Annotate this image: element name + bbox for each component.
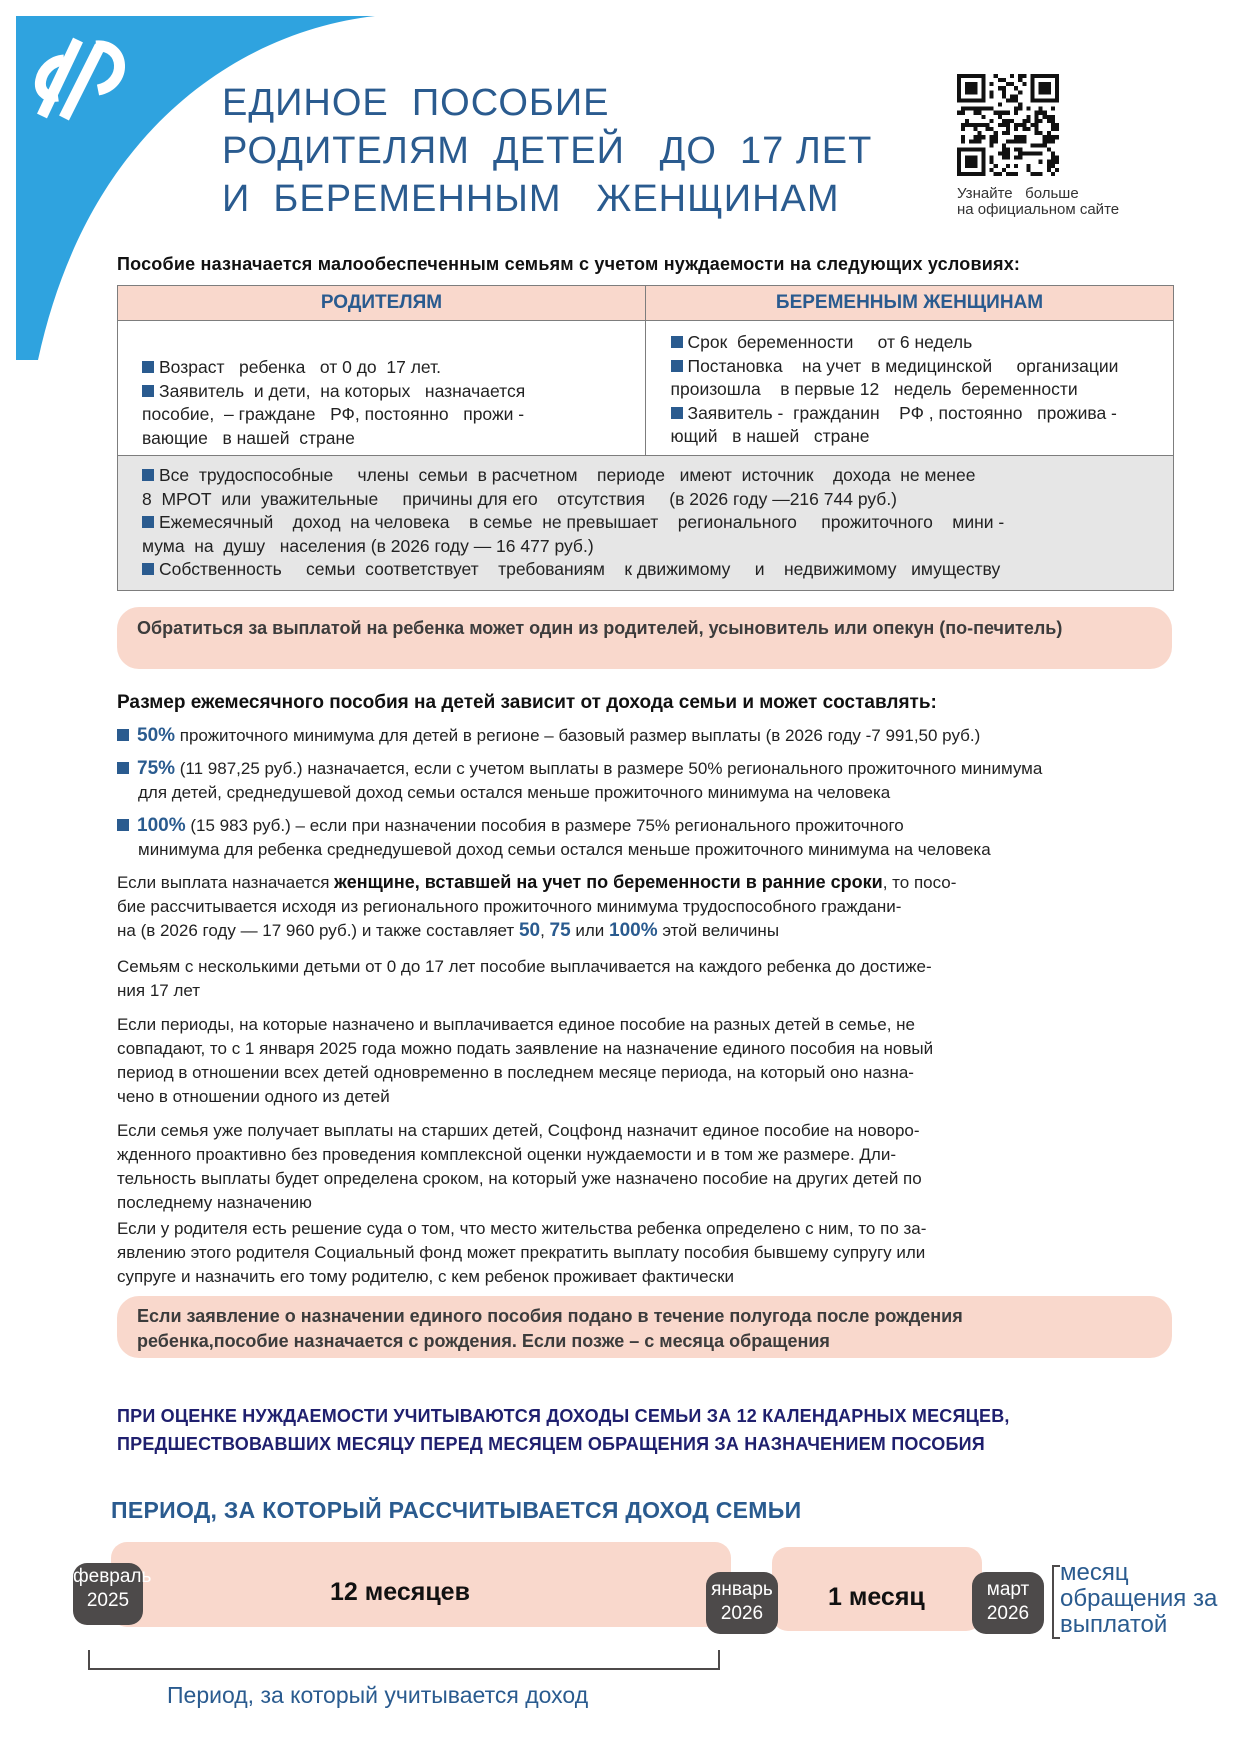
percent-100: 100% <box>609 920 658 941</box>
condition-text: Все трудоспособные члены семьи в расчетном периоде имеют источник дохода не менее <box>159 465 976 485</box>
period-bracket <box>88 1650 720 1670</box>
condition-line <box>142 380 631 404</box>
text: Если выплата назначается <box>117 873 335 892</box>
apply-bracket <box>1052 1565 1060 1639</box>
condition-line <box>671 402 1160 426</box>
paragraph-line: чено в отношении одного из детей <box>117 1087 390 1106</box>
one-month-label: 1 месяц <box>828 1583 925 1611</box>
condition-text: пособие, – граждане РФ, постоянно прожи - <box>142 404 525 424</box>
percent-75: 75 <box>549 920 571 941</box>
parents-conditions <box>118 321 645 455</box>
condition-text: вающие в нашей стране <box>142 427 355 448</box>
bullet-square-icon <box>671 336 683 348</box>
column-header-pregnant: БЕРЕМЕННЫМ ЖЕНЩИНАМ <box>645 286 1173 320</box>
condition-text: Срок беременности от 6 недель <box>687 332 973 352</box>
condition-line <box>142 403 631 427</box>
text: на (в 2026 году — 17 960 руб.) и также составляет <box>117 921 519 940</box>
conditions-header-row <box>118 286 1173 321</box>
condition-text: мума на душу населения (в 2026 году — 16 477 руб.) <box>142 535 594 556</box>
condition-text: Собственность семьи соответствует требованиям к движимому и недвижимому имуществу <box>159 559 1001 579</box>
text: , <box>540 921 550 940</box>
condition-line <box>142 535 1149 559</box>
end-month-chip <box>706 1572 778 1634</box>
condition-line <box>142 356 631 380</box>
twelve-month-label: 12 месяцев <box>330 1578 470 1606</box>
condition-text: Возраст ребенка от 0 до 17 лет. <box>159 357 442 377</box>
amount-text: для детей, среднедушевой доход семьи остался меньше прожиточного минимума на человека <box>138 783 891 802</box>
condition-line <box>142 511 1149 535</box>
need-assessment-note <box>117 1402 1010 1458</box>
end-year: 2026 <box>720 1603 764 1624</box>
need-assessment-line: ПРЕДШЕСТВОВАВШИХ МЕСЯЦУ ПЕРЕД МЕСЯЦЕМ ОБРАЩЕНИЯ ЗА НАЗНАЧЕНИЕМ ПОСОБИЯ <box>117 1434 985 1454</box>
amount-percent: 75% <box>137 758 176 779</box>
page-title-line-2: РОДИТЕЛЯМ ДЕТЕЙ ДО 17 ЛЕТ <box>222 130 873 172</box>
conditions-table <box>117 285 1174 591</box>
amount-text: минимума для ребенка среднедушевой доход семьи остался меньше прожиточного минимума на человека <box>138 840 991 859</box>
bullet-square-icon <box>142 563 154 575</box>
period-caption: Период, за который учитывается доход <box>167 1682 589 1708</box>
amount-text: (15 983 руб.) – если при назначении пособия в размере 75% регионального прожиточного <box>190 816 904 835</box>
condition-line <box>671 378 1160 402</box>
who-can-apply-text: Обратиться за выплатой на ребенка может один из родителей, усыновитель или опекун (по-печитель) <box>137 618 1063 638</box>
newborn-paragraph <box>117 1119 1117 1215</box>
percent-50: 50 <box>518 920 541 941</box>
amount-item-100 <box>117 814 1197 862</box>
amounts-heading: Размер ежемесячного пособия на детей зависит от дохода семьи и может составлять: <box>117 692 937 713</box>
qr-caption-line-2: на официальном сайте <box>957 201 1120 218</box>
paragraph-line: ния 17 лет <box>117 981 201 1000</box>
paragraph-line: Если семья уже получает выплаты на старших детей, Соцфонд назначит единое пособие на новоро- <box>117 1121 920 1140</box>
qr-code-icon[interactable] <box>957 74 1059 176</box>
bullet-square-icon <box>142 385 154 397</box>
page-title-line-3: И БЕРЕМЕННЫМ ЖЕНЩИНАМ <box>222 178 840 220</box>
paragraph-line: явлению этого родителя Социальный фонд может прекратить выплату пособия бывшему супругу или <box>117 1243 926 1262</box>
condition-line <box>671 331 1160 355</box>
conditions-body-row <box>118 321 1173 456</box>
bullet-square-icon <box>142 516 154 528</box>
birth-note-line: Если заявление о назначении единого пособия подано в течение полугода после рождения <box>137 1306 963 1326</box>
condition-text: Заявитель - гражданин РФ , постоянно прожива - <box>687 402 1117 423</box>
paragraph-line: тельность выплаты будет определена сроком, на который уже назначено пособие на других детей по <box>117 1169 922 1188</box>
condition-text: ющий в нашей стране <box>670 426 870 446</box>
start-year: 2025 <box>86 1590 130 1611</box>
apply-year: 2026 <box>986 1603 1030 1624</box>
start-month: февраль <box>73 1566 152 1587</box>
end-month: январь <box>711 1579 773 1600</box>
amount-text: прожиточного минимума для детей в регионе – базовый размер выплаты (в 2026 году -7 991,50 руб.) <box>179 726 981 745</box>
pregnant-early-paragraph <box>117 870 1117 943</box>
birth-note-line: ребенка,пособие назначается с рождения. Если позже – с месяца обращения <box>137 1331 830 1351</box>
condition-line <box>142 488 1149 512</box>
common-conditions <box>118 456 1173 590</box>
start-month-chip <box>73 1563 152 1625</box>
condition-line <box>142 558 1149 582</box>
text: бие рассчитывается исходя из регионального прожиточного минимума трудоспособного граждани- <box>117 897 902 916</box>
paragraph-line: последнему назначению <box>117 1193 312 1212</box>
bullet-square-icon <box>117 729 129 741</box>
amount-text: (11 987,25 руб.) назначается, если с учетом выплаты в размере 50% регионального прожиточного минимума <box>179 759 1043 778</box>
paragraph-line: жденного проактивно без проведения комплексной оценки нуждаемости и в том же размере. Дли- <box>117 1145 896 1164</box>
bullet-square-icon <box>117 819 129 831</box>
condition-text: Заявитель и дети, на которых назначается <box>159 380 526 401</box>
bullet-square-icon <box>142 361 154 373</box>
apply-month-chip <box>972 1572 1044 1634</box>
paragraph-line: Если у родителя есть решение суда о том, что место жительства ребенка определено с ним, то по за- <box>117 1219 927 1238</box>
paragraph-line: супруге и назначить его тому родителю, с кем ребенок проживает фактически <box>117 1267 735 1286</box>
amount-item-50 <box>117 724 1197 748</box>
condition-line <box>142 464 1149 488</box>
amount-percent: 50% <box>137 725 176 746</box>
condition-line <box>671 425 1160 449</box>
bullet-square-icon <box>117 762 129 774</box>
bold-text: женщине, вставшей на учет по беременности в ранние сроки <box>334 872 883 892</box>
period-title: ПЕРИОД, ЗА КОТОРЫЙ РАССЧИТЫВАЕТСЯ ДОХОД СЕМЬИ <box>111 1497 802 1523</box>
conditions-lead: Пособие назначается малообеспеченным семьям с учетом нуждаемости на следующих условиях: <box>117 254 1021 274</box>
text: или <box>570 921 610 940</box>
court-decision-paragraph <box>117 1217 1117 1289</box>
who-can-apply-note <box>117 607 1172 669</box>
text: , то посо- <box>882 873 957 892</box>
qr-caption-line-1: Узнайте больше <box>957 185 1079 202</box>
condition-text: Ежемесячный доход на человека в семье не превышает регионального прожиточного мини - <box>159 512 1005 532</box>
pregnant-conditions <box>645 321 1174 455</box>
amount-percent: 100% <box>137 815 186 836</box>
paragraph-line: Если периоды, на которые назначено и выплачивается единое пособие на разных детей в семье, не <box>117 1015 915 1034</box>
column-header-parents: РОДИТЕЛЯМ <box>320 292 443 313</box>
paragraph-line: совпадают, то с 1 января 2025 года можно подать заявление на назначение единого пособия на новый <box>117 1039 934 1058</box>
paragraph-line: Семьям с несколькими детьми от 0 до 17 лет пособие выплачивается на каждого ребенка до достиже- <box>117 957 932 976</box>
need-assessment-line: ПРИ ОЦЕНКЕ НУЖДАЕМОСТИ УЧИТЫВАЮТСЯ ДОХОДЫ СЕМЬИ ЗА 12 КАЛЕНДАРНЫХ МЕСЯЦЕВ, <box>117 1406 1010 1426</box>
periods-paragraph <box>117 1013 1117 1109</box>
apply-month: март <box>986 1579 1030 1600</box>
apply-caption: месяц обращения за выплатой <box>1060 1559 1218 1638</box>
condition-text: Постановка на учет в медицинской организации <box>687 355 1119 376</box>
amount-item-75 <box>117 757 1197 805</box>
condition-line <box>671 355 1160 379</box>
condition-text: 8 МРОТ или уважительные причины для его отсутствия (в 2026 году —216 744 руб.) <box>142 488 898 509</box>
several-children-paragraph <box>117 955 1117 1003</box>
bullet-square-icon <box>142 469 154 481</box>
condition-line <box>142 427 631 451</box>
condition-text: произошла в первые 12 недель беременности <box>670 379 1078 399</box>
paragraph-line: период в отношении всех детей одновременно в последнем месяце периода, на который оно назна- <box>117 1063 914 1082</box>
page-title-line-1: ЕДИНОЕ ПОСОБИЕ <box>222 82 610 124</box>
birth-application-note <box>117 1296 1172 1358</box>
text: этой величины <box>657 921 780 940</box>
bullet-square-icon <box>671 407 683 419</box>
bullet-square-icon <box>671 360 683 372</box>
